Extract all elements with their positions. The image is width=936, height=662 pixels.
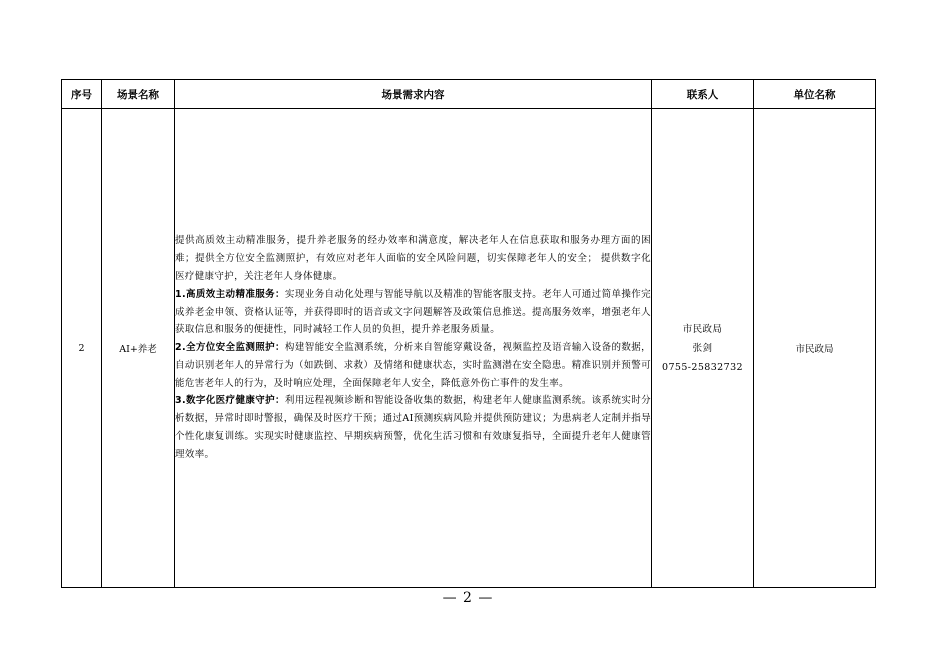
content-item-2-text: 构建智能安全监测系统，分析来自智能穿戴设备，视频监控及语音输入设备的数据，自动识别老年人的异常行为（如跌倒、求救）及情绪和健康状态，实时监测潜在安全隐患。精准识别并预警可能危害老年人的行为，及时响应处理，全面保障老年人安全，降低意外伤亡事件的发生率。 <box>175 342 652 389</box>
content-item-3-text: 利用远程视频诊断和智能设备收集的数据，构建老年人健康监测系统。该系统实时分析数据，异常时即时警报，确保及时医疗干预；通过AI预测疾病风险并提供预防建议；为患病老人定制并指导个性化康复训练。实现实时健康监控、早期疾病预警，优化生活习惯和有效康复指导，全面提升老年人健康管理效率。 <box>175 395 652 460</box>
header-index: 序号 <box>62 80 102 109</box>
contact-name: 张剑 <box>692 342 713 354</box>
content-item-3 <box>175 392 651 463</box>
cell-contact <box>652 109 754 588</box>
scene-content-text <box>175 232 651 463</box>
header-unit: 单位名称 <box>754 80 876 109</box>
table-header-row <box>62 80 876 109</box>
contact-phone: 0755-25832732 <box>662 361 743 373</box>
cell-scene-content <box>175 109 652 588</box>
content-item-2-heading: 2.全方位安全监测照护： <box>175 342 285 354</box>
page-number: — 2 — <box>442 590 494 606</box>
content-item-1-heading: 1.高质效主动精准服务： <box>175 288 285 300</box>
content-item-3-heading: 3.数字化医疗健康守护： <box>175 395 285 407</box>
content-item-1 <box>175 286 651 339</box>
scene-requirements-table <box>61 79 876 588</box>
table-row <box>62 109 876 588</box>
cell-unit: 市民政局 <box>754 109 876 588</box>
cell-index: 2 <box>62 109 102 588</box>
header-contact: 联系人 <box>652 80 754 109</box>
content-item-1-text: 实现业务自动化处理与智能导航以及精准的智能客服支持。老年人可通过简单操作完成养老金申领、资格认证等，并获得即时的语音或文字问题解答及政策信息推送。提高服务效率，增强老年人获取信息和服务的便捷性，同时减轻工作人员的负担，提升养老服务质量。 <box>175 288 652 336</box>
contact-org: 市民政局 <box>682 323 723 335</box>
content-intro: 提供高质效主动精准服务，提升养老服务的经办效率和满意度，解决老年人在信息获取和服务办理方面的困难；提供全方位安全监测照护，有效应对老年人面临的安全风险问题，切实保障老年人的安全； 提供数字化医疗健康守护，关注老年人身体健康。 <box>175 235 651 282</box>
content-item-2 <box>175 339 651 392</box>
header-scene-content: 场景需求内容 <box>175 80 652 109</box>
header-scene-name: 场景名称 <box>102 80 175 109</box>
cell-scene-name: AI+养老 <box>102 109 175 588</box>
